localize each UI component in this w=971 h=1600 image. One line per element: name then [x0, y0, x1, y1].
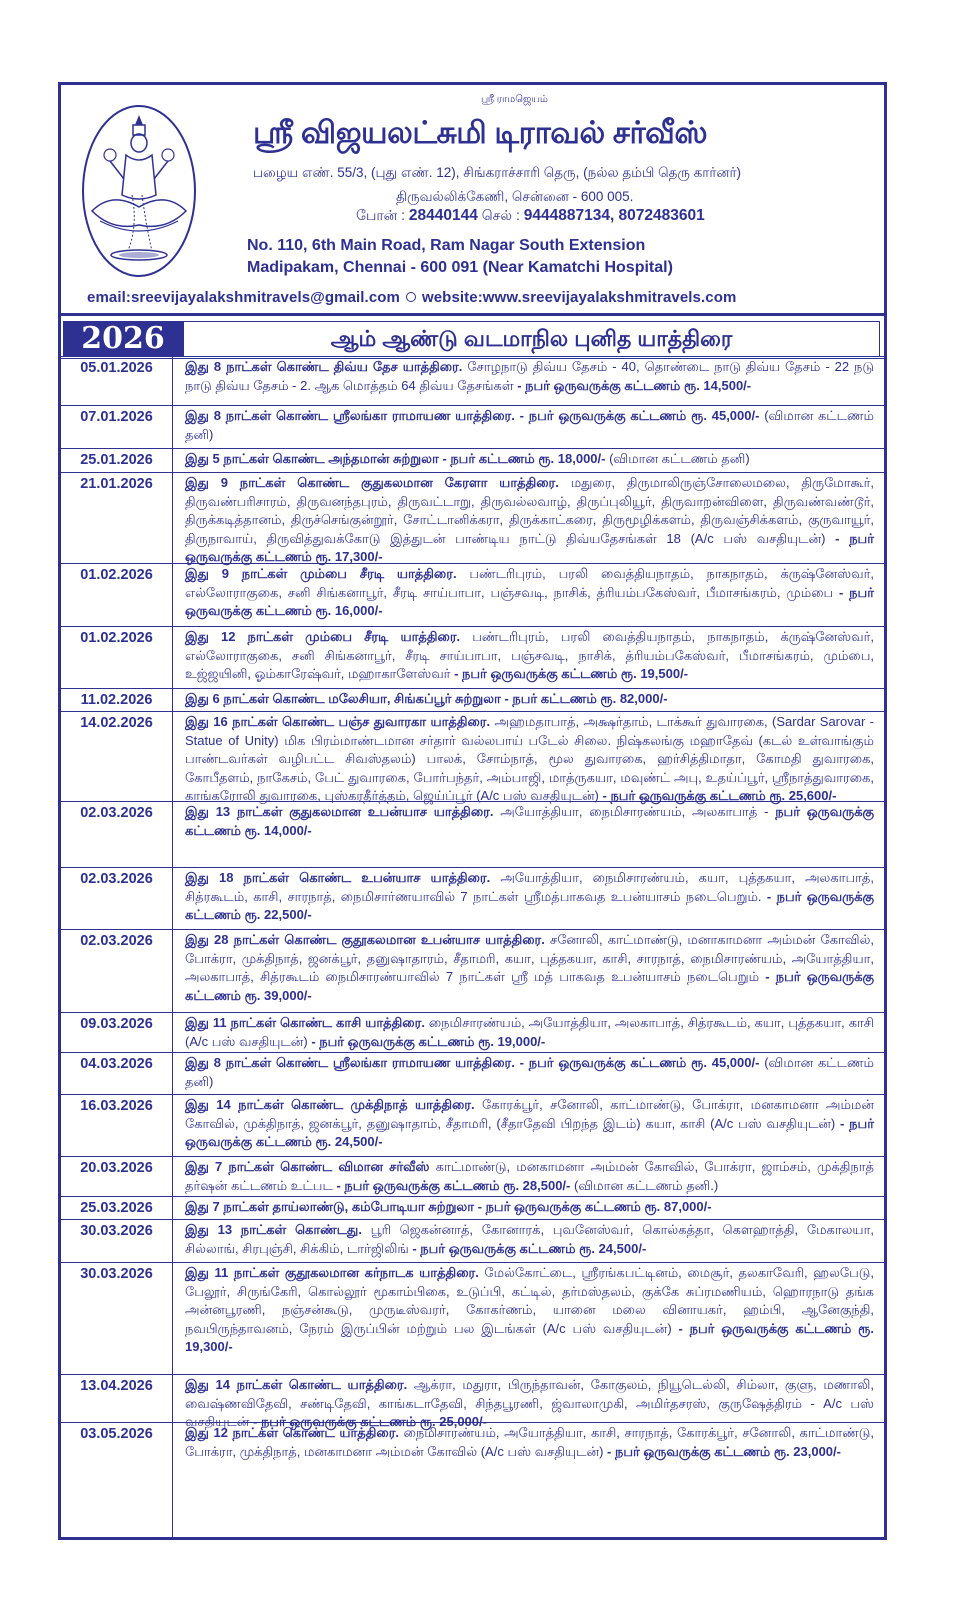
tour-date: 09.03.2026 [61, 1013, 173, 1052]
page-title: ஆம் ஆண்டு வடமாநில புனித யாத்திரை [183, 321, 880, 357]
tour-description [185, 1096, 874, 1152]
tour-price: - நபர் கட்டணம் ரூ. 18,000/- [442, 451, 606, 466]
tour-heading: இது 16 நாட்கள் கொண்ட பஞ்ச துவாரகா யாத்திரை. [185, 714, 491, 729]
tour-description [185, 1264, 874, 1357]
cell-numbers: 9444887134, 8072483601 [523, 207, 705, 224]
tour-price: - நபர் ஒருவருக்கு கட்டணம் ரூ. 22,500/- [185, 888, 874, 922]
tour-date: 13.04.2026 [61, 1375, 173, 1422]
tour-row [61, 448, 884, 472]
tour-note: (விமான கட்டணம் தனி) [185, 1055, 874, 1089]
tour-description [185, 803, 874, 840]
tour-description [185, 628, 874, 684]
tour-heading: இது 12 நாட்கள் கொண்ட யாத்திரை. [185, 1425, 400, 1440]
tour-price: நபர் ஒருவருக்கு கட்டணம் ரூ. 14,000/- [185, 804, 875, 838]
tour-description [185, 1221, 874, 1258]
tour-note: (விமான கட்டணம் தனி.) [570, 1177, 719, 1193]
tour-price: - நபர் ஒருவருக்கு கட்டணம் ரூ. 24,500/- [185, 1115, 874, 1149]
tour-places: பண்டரிபுரம், பரலி வைத்தியநாதம், நாகநாதம், க்ருஷ்னேஸ்வர், எல்லோராகுகை, சனி சிங்கனாபூர், சீரடி சாய்பாபா, பஞ்சவடி, நாசிக், த்ரியம்பகேஸ்வர், பீமாசங்கரம், மும்பை, உஜ்ஜயினி, ஓம்காரேஷ்வர், மஹாகாளேஸ்வர் [185, 629, 874, 681]
tour-price: - நபர் ஒருவருக்கு கட்டணம் ரூ. 24,500/- [412, 1240, 647, 1256]
tour-date: 16.03.2026 [61, 1095, 173, 1156]
tour-price: - நபர் ஒருவருக்கு கட்டணம் ரூ. 17,300/- [185, 530, 875, 564]
tour-places: சோழநாடு திவ்ய தேசம் - 40, தொண்டை நாடு திவ்ய தேசம் - 22 நடு நாடு திவ்ய தேசம் - 2. ஆக மொத்தம் 64 திவ்ய தேசங்கள் [185, 359, 874, 393]
phone-line [356, 207, 705, 226]
tour-places: மதுரை, திருமாலிருஞ்சோலைமலை, திருமோகூர், திருவண்பரிசாரம், திருவனந்தபுரம், திருவட்டாறு, திருவல்லவாழ், திருப்புலியூர், திருவாறன்விளை, திருவண்வண்டூர், திருக்கடித்தானம், திருச்செங்குன்றூர், சோட்டானிக்கரா, திருக்காட்கரை, திருமூழிக்களம், திருவஞ்சிக்களம், குருவாயூர், திருநாவாய், திருவித்துவக்கோடு இத்துடன் பாண்டிய நாட்டு திவ்யதேசங்கள் 18 (A/c பஸ் வசதியுடன்) [185, 475, 874, 546]
tour-heading: இது 8 நாட்கள் கொண்ட ஸ்ரீலங்கா ராமாயண யாத்திரை. [185, 408, 515, 423]
tour-description [185, 1054, 874, 1091]
tour-note: (விமான கட்டணம் தனி) [185, 408, 874, 442]
tour-places: பண்டரிபுரம், பரலி வைத்தியநாதம், நாகநாதம், க்ருஷ்னேஸ்வர், எல்லோராகுகை, சனி சிங்கனாபூர், சீரடி சாய்பாபா, பஞ்சவடி, நாசிக், த்ரியம்பகேஸ்வர், பீமாசங்கரம், மும்பை [185, 566, 874, 600]
contact-line [87, 289, 736, 306]
tour-heading: இது 5 நாட்கள் கொண்ட அந்தமான் சுற்றுலா [185, 451, 439, 466]
tour-description [185, 1014, 874, 1051]
tour-date: 20.03.2026 [61, 1157, 173, 1196]
tour-heading: இது 9 நாட்கள் கொண்ட குதுகலமான கேரளா யாத்திரை. [185, 475, 559, 490]
address-english-line1: No. 110, 6th Main Road, Ram Nagar South Extension [247, 237, 646, 254]
tour-price: - நபர் ஒருவருக்கு கட்டணம் ரூ. 39,000/- [185, 969, 874, 1003]
tour-date: 25.03.2026 [61, 1197, 173, 1219]
tour-date: 25.01.2026 [61, 449, 173, 472]
tour-price: - நபர் ஒருவருக்கு கட்டணம் ரூ. 23,000/- [607, 1443, 841, 1459]
tour-row [61, 626, 884, 688]
tour-row [61, 711, 884, 801]
tour-row [61, 1094, 884, 1156]
tour-description [185, 407, 874, 444]
tour-row [61, 1374, 884, 1429]
tour-row [61, 1422, 884, 1537]
tour-row [61, 1156, 884, 1196]
tour-description [185, 1424, 874, 1461]
tour-note: (விமான கட்டணம் தனி) [605, 451, 750, 466]
tour-row [61, 929, 884, 1012]
tour-date: 30.03.2026 [61, 1263, 173, 1374]
tour-price: - நபர் ஒருவருக்கு கட்டணம் ரூ. 87,000/- [477, 1199, 712, 1214]
tour-row [61, 356, 884, 405]
tour-heading: இது 11 நாட்கள் கொண்ட காசி யாத்திரை. [185, 1015, 425, 1030]
tour-date: 11.02.2026 [61, 689, 173, 711]
tour-price: - நபர் ஒருவருக்கு கட்டணம் ரூ. 16,000/- [185, 584, 874, 618]
tour-description [185, 450, 874, 469]
tour-price: - நபர் ஒருவருக்கு கட்டணம் ரூ. 25,000/- [253, 1414, 487, 1429]
tour-row [61, 1012, 884, 1052]
tour-description [185, 565, 874, 621]
tour-places: நைமிசாரண்யம், அயோத்தியா, அலகாபாத், சித்ரகூடம், கயா, புத்தகயா, காசி (A/c பஸ் வசதியுடன்) [185, 1015, 874, 1049]
tour-row [61, 563, 884, 626]
brochure-frame [58, 82, 887, 1540]
company-name: ஸ்ரீ விஜயலட்சுமி டிராவல் சர்வீஸ் [253, 115, 708, 150]
tour-row [61, 405, 884, 448]
tour-heading: இது 12 நாட்கள் மும்பை சீரடி யாத்திரை. [185, 629, 461, 644]
tour-date: 03.05.2026 [61, 1423, 173, 1537]
circle-separator-icon [406, 292, 416, 302]
tour-price: - நபர் கட்டணம் ரூ. 82,000/- [504, 691, 668, 706]
tour-heading: இது 11 நாட்கள் குதூகலமான கர்நாடக யாத்திரை. [185, 1265, 479, 1280]
tour-row [61, 472, 884, 563]
tour-price: - நபர் ஒருவருக்கு கட்டணம் ரூ. 45,000/- [519, 1055, 760, 1070]
tour-places: ஆக்ரா, மதுரா, பிருந்தாவன், கோகுலம், நியூடெல்லி, சிம்லா, குளு, மணாலி, வைஷ்ணவிதேவி, சண்டிதேவி, காங்கடாதேவி, சிந்தபூரணி, ஜ்வாலாமுகி, அமிர்தசரஸ், குருஷேத்திரம் - A/c பஸ் வசதியுடன் [185, 1377, 874, 1429]
tour-row [61, 1219, 884, 1262]
tour-description [185, 474, 874, 567]
tour-description [185, 1158, 874, 1195]
tour-date: 21.01.2026 [61, 473, 173, 563]
tour-places: பூரி ஜெகன்னாத், கோனாரக், புவனேஸ்வர், கொல்கத்தா, கௌஹாத்தி, மேகாலயா, சில்லாங், சிரபுஞ்சி, சிக்கிம், டார்ஜிலிங் [185, 1222, 874, 1256]
email-link[interactable]: email:sreevijayalakshmitravels@gmail.com [87, 289, 400, 306]
tour-date: 01.02.2026 [61, 627, 173, 688]
tour-description [185, 713, 874, 806]
tour-heading: இது 18 நாட்கள் கொண்ட உபன்யாச யாத்திரை. [185, 870, 491, 885]
tour-description [185, 1198, 874, 1217]
phone-label: போன் : [356, 207, 406, 223]
tour-row [61, 801, 884, 867]
tour-price: - நபர் ஒருவருக்கு கட்டணம் ரூ. 45,000/- [519, 408, 760, 423]
tour-places: நைமிசாரண்யம், அயோத்தியா, காசி, சாரநாத், கோரக்பூர், சனோலி, காட்மாண்டு, போக்ரா, முக்திநாத், மனகாமனா அம்மன் கோவில் (A/c பஸ் வசதியுடன்) [185, 1425, 875, 1459]
tour-description [185, 690, 874, 709]
tour-heading: இது 9 நாட்கள் மும்பை சீரடி யாத்திரை. [185, 566, 457, 581]
tour-date: 02.03.2026 [61, 802, 173, 867]
tour-places: அஹமதாபாத், அக்ஷர்தாம், டாக்கூர் துவாரகை, (Sardar Sarovar - Statue of Unity) மிக பிரம்மாண்டமான சர்தார் வல்லபாய் படேல் சிலை. நிஷ்கலங்கு மஹாதேவ் (கடல் உள்வாங்கும் பாண்டவர்கள் வழிபட்ட சிவஸ்தலம்) பாலக், சோம்நாத், மூல துவாரகை, ஹர்சித்திமாதா, கோமதி துவாரகை, கோபீதளம், நாகேசம், பேட் துவாரகை, போர்பந்தர், அம்பாஜி, மாத்ருகயா, மவுண்ட் அபு, உதய்ப்பூர், ஸ்ரீநாத்துவாரகை, காங்கரோலி துவாரகை, புஸ்கரதீர்த்தம், ஜெய்ப்பூர் (A/c பஸ் வசதியுடன்) [185, 714, 874, 803]
tour-row [61, 1052, 884, 1094]
tour-places: அயோத்தியா, நைமிசாரண்யம், கயா, புத்தகயா, அலகாபாத், சித்ரகூடம், காசி, சாரநாத், நைமிசார்ணயாவில் 7 நாட்கள் ஸ்ரீமத்பாகவத உபன்யாசம் நடைபெறும். [185, 870, 874, 904]
tour-schedule-table [61, 356, 884, 1537]
tour-row [61, 1196, 884, 1219]
tour-date: 30.03.2026 [61, 1220, 173, 1262]
tour-date: 05.01.2026 [61, 357, 173, 405]
tour-date: 14.02.2026 [61, 712, 173, 801]
tour-heading: இது 7 நாட்கள் கொண்ட விமான சர்வீஸ் [185, 1159, 430, 1174]
address-tamil-line1: பழைய எண். 55/3, (புது எண். 12), சிங்கராச்சாரி தெரு, (நல்ல தம்பி தெரு கார்னர்) [253, 165, 742, 180]
cell-label: செல் : [481, 207, 520, 223]
tour-heading: இது 8 நாட்கள் கொண்ட ஸ்ரீலங்கா ராமாயண யாத்திரை. [185, 1055, 515, 1070]
tour-row [61, 688, 884, 711]
tour-row [61, 867, 884, 929]
tour-places: காட்மாண்டு, மனகாமனா அம்மன் கோவில், போக்ரா, ஜாம்சம், முக்திநாத் தர்ஷன் கட்டணம் உட்பட [185, 1159, 874, 1193]
address-tamil-line2: திருவல்லிக்கேணி, சென்னை - 600 005. [396, 189, 634, 204]
website-link[interactable]: website:www.sreevijayalakshmitravels.com [421, 289, 737, 306]
tour-date: 02.03.2026 [61, 868, 173, 929]
tour-price: - நபர் ஒருவருக்கு கட்டணம் ரூ. 19,300/- [185, 1320, 874, 1354]
phone-number: 28440144 [408, 207, 478, 224]
tour-price: - நபர் ஒருவருக்கு கட்டணம் ரூ. 14,500/- [517, 377, 752, 393]
tour-row [61, 1262, 884, 1374]
title-band [61, 313, 884, 359]
invocation-text: ஸ்ரீ ராமஜெயம் [481, 94, 548, 105]
tour-description [185, 931, 874, 1005]
tour-price: - நபர் ஒருவருக்கு கட்டணம் ரூ. 25,600/- [602, 788, 837, 803]
tour-heading: இது 8 நாட்கள் கொண்ட திவ்ய தேச யாத்திரை. [185, 359, 463, 374]
tour-places: மேல்கோட்டை, ஸ்ரீரங்கபட்டினம், மைசூர், தலகாவேரி, ஹலபேடு, பேலூர், சிருங்கேரி, கொல்லூர் மூகாம்பிகை, உடுப்பி, கட்டில், தர்மஸ்தலம், குக்கே சுப்ரமணியம், ஹொரநாடு தங்க அன்னபூரணி, நஞ்சன்கூடு, முருடீஸ்வரர், கோகர்ணம், யானை மலை வினாயகர், ஹம்பி, ஆனேகுந்தி, நவபிருந்தாவனம், நேரம் இருப்பின் மற்றும் பல இடங்கள் (A/c பஸ் வசதியுடன்) [185, 1265, 874, 1336]
tour-heading: இது 7 நாட்கள் தாய்லாண்டு, கம்போடியா சுற்றுலா [185, 1199, 475, 1214]
lakshmi-deity-logo-icon [80, 103, 198, 279]
tour-description [185, 869, 874, 925]
tour-places: சனோலி, காட்மாண்டு, மனாகாமனா அம்மன் கோவில், போக்ரா, முக்திநாத், ஜனக்பூர், தனுஷாதாரம், சீதாமரி, கயா, புத்தகயா, காசி, சாரநாத், நைமிசாரண்யம், அயோத்தியா, அலகாபாத், சித்ரகூடம் நைமிசாரண்யாவில் 7 நாட்கள் ஸ்ரீ மத் பாகவத உபன்யாசம் நடைபெறும் [185, 932, 874, 984]
address-english-line2: Madipakam, Chennai - 600 091 (Near Kamatchi Hospital) [247, 259, 673, 276]
tour-price: - நபர் ஒருவருக்கு கட்டணம் ரூ. 28,500/- [336, 1177, 571, 1193]
tour-price: - நபர் ஒருவருக்கு கட்டணம் ரூ. 19,000/- [311, 1033, 546, 1049]
year-badge: 2026 [63, 321, 183, 357]
tour-heading: இது 14 நாட்கள் கொண்ட யாத்திரை. [185, 1377, 408, 1392]
tour-heading: இது 13 நாட்கள் கொண்டது. [185, 1222, 362, 1237]
tour-places: கோரக்பூர், சனோலி, காட்மாண்டு, போக்ரா, மனகாமனா அம்மன் கோவில், முக்திநாத், ஜனக்பூர், தனுஷாதாம், சீதாமரி, (சீதாதேவி பிறந்த இடம்) கயா, காசி (A/c பஸ் வசதியுடன்) [185, 1097, 874, 1131]
tour-date: 07.01.2026 [61, 406, 173, 448]
tour-heading: இது 14 நாட்கள் கொண்ட முக்திநாத் யாத்திரை. [185, 1097, 475, 1112]
tour-heading: இது 28 நாட்கள் கொண்ட குதூகலமான உபன்யாச யாத்திரை. [185, 932, 545, 947]
tour-date: 04.03.2026 [61, 1053, 173, 1094]
tour-description [185, 358, 874, 395]
tour-places: அயோத்தியா, நைமிசாரண்யம், அலகாபாத் - [493, 804, 776, 819]
tour-heading: இது 13 நாட்கள் குதுகலமான உபன்யாச யாத்திரை. [185, 804, 494, 819]
tour-date: 02.03.2026 [61, 930, 173, 1012]
tour-date: 01.02.2026 [61, 564, 173, 626]
tour-heading: இது 6 நாட்கள் கொண்ட மலேசியா, சிங்கப்பூர் சுற்றுலா [185, 691, 501, 706]
tour-price: - நபர் ஒருவருக்கு கட்டணம் ரூ. 19,500/- [454, 666, 689, 681]
